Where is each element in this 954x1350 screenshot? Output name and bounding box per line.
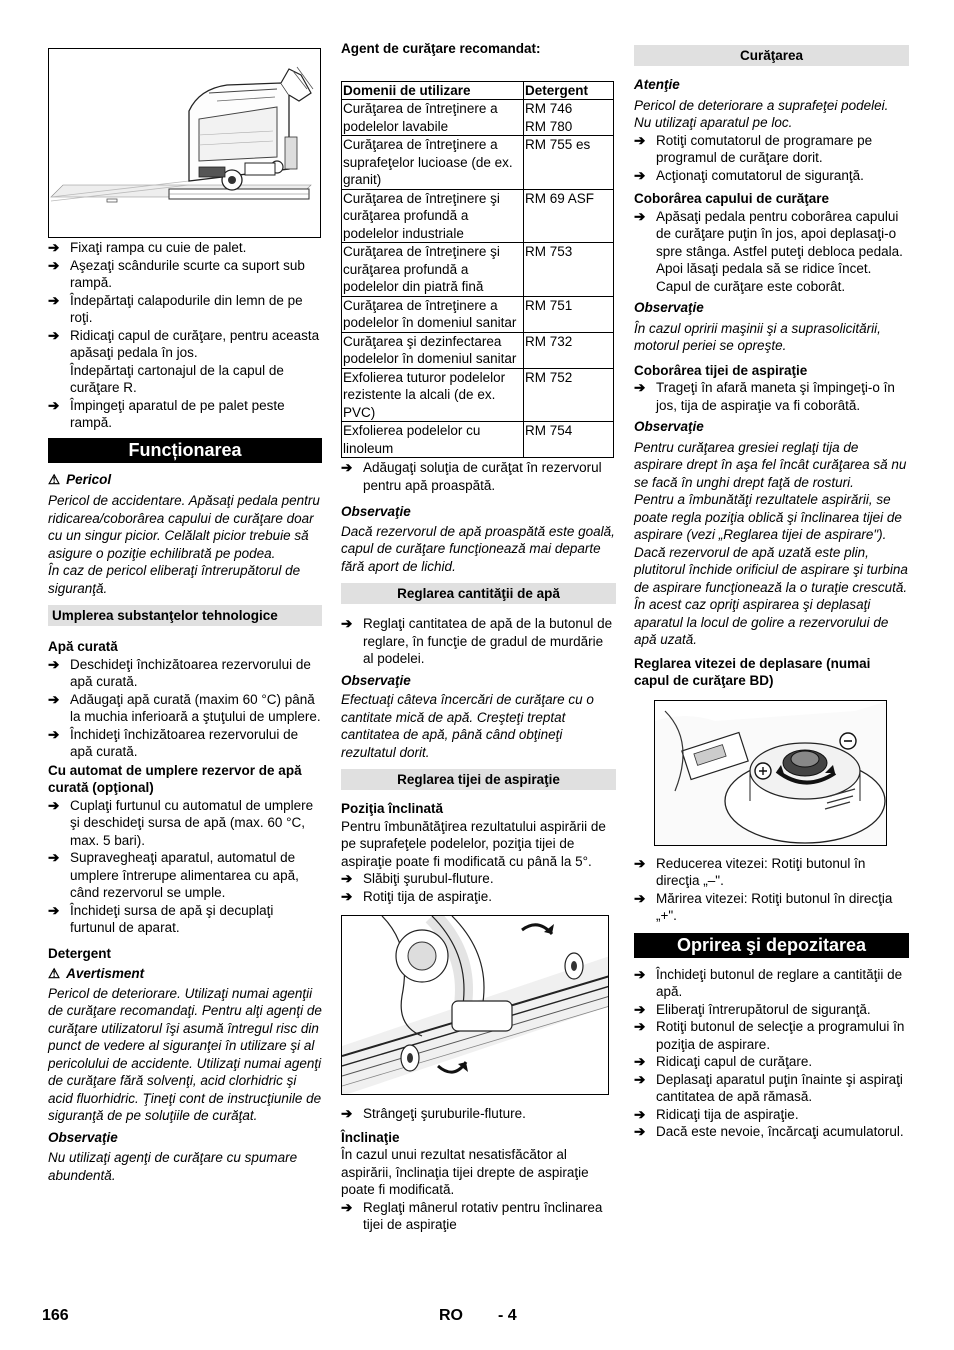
list-item: ➔ Deplasaţi aparatul puţin înainte şi aspiraţi cantitatea de apă rămasă.: [634, 1071, 903, 1104]
pericol-text-2: În caz de pericol eliberaţi întrerupătorul de siguranţă.: [48, 563, 301, 596]
observatie-text: Dacă rezervorul de apă proaspătă este goală, capul de curăţare funcţionează mai departe fără aport de lichid.: [341, 523, 615, 574]
lower-bar-heading: Coborârea tijei de aspiraţie: [634, 362, 808, 378]
arrow-right-icon: ➔: [634, 1001, 646, 1017]
figure-suction-bar: [341, 915, 609, 1095]
auto-fill-steps: [48, 797, 322, 937]
table-cell: Exfolierea podelelor cu linoleum: [342, 422, 524, 458]
fill-section-title: Umplerea substanţelor tehnologice: [48, 605, 322, 626]
list-item: ➔ Cuplaţi furtunul cu automatul de umplere şi deschideţi sursa de apă (max. 60 °C, max. 5 bari).: [48, 797, 314, 848]
tilt-steps: [341, 1199, 616, 1234]
arrow-right-icon: ➔: [634, 208, 646, 224]
section-title-functionare: Funcționarea: [48, 438, 322, 463]
list-item: ➔ Reducerea vitezei: Rotiţi butonul în direcţia „–".: [634, 855, 866, 888]
suction-bar-title: Reglarea tijei de aspiraţie: [341, 769, 616, 790]
list-item: ➔ Slăbiţi şurubul-fluture.: [341, 871, 494, 886]
arrow-right-icon: ➔: [48, 656, 60, 672]
column-3: [634, 40, 909, 1141]
table-cell: RM 755 es: [524, 136, 614, 190]
detergent-heading: Detergent: [48, 945, 112, 961]
cleaning-steps: [634, 132, 909, 185]
table-cell: RM 746 RM 780: [524, 100, 614, 136]
list-item: ➔ Reglaţi mânerul rotativ pentru înclinarea tijei de aspiraţie: [341, 1199, 603, 1232]
table-cell: RM 69 ASF: [524, 189, 614, 243]
table-header-cell: Detergent: [524, 81, 614, 100]
observatie-text: Pentru curăţarea gresiei reglaţi tija de aspirare drept în aşa fel încât curăţarea să nu se facă în unghi drept faţă de rosturi.: [634, 439, 907, 490]
observatie-heading: Observaţie: [634, 419, 704, 434]
arrow-right-icon: ➔: [48, 397, 60, 413]
table-header-cell: Domenii de utilizare: [342, 81, 524, 100]
table-row: [342, 368, 614, 422]
column-2: [341, 40, 616, 1234]
table-cell: RM 732: [524, 332, 614, 368]
table-row: [342, 243, 614, 297]
list-item: ➔ Ridicaţi tija de aspiraţie.: [634, 1106, 799, 1122]
lower-head-heading: Coborârea capului de curăţare: [634, 191, 830, 206]
list-item: ➔ Aşezaţi scândurile scurte ca suport sub rampă.: [48, 257, 305, 290]
table-row: [342, 189, 614, 243]
page-number: 166: [42, 1307, 69, 1324]
lower-bar-steps: [634, 379, 909, 414]
list-item: ➔ Ridicaţi capul de curăţare.: [634, 1054, 813, 1069]
arrow-right-icon: ➔: [48, 691, 60, 707]
arrow-right-icon: ➔: [48, 240, 60, 255]
list-item: ➔ Trageţi în afară maneta şi împingeţi-o în jos, tija de aspiraţie va fi coborâtă.: [634, 380, 895, 413]
list-item: ➔ Adăugaţi apă curată (maxim 60 °C) până la muchia inferioară a ştuţului de umplere.: [48, 691, 321, 724]
speed-heading: Reglarea vitezei de deplasare (numai capul de curăţare BD): [634, 655, 871, 688]
table-cell: RM 752: [524, 368, 614, 422]
arrow-right-icon: ➔: [634, 855, 646, 871]
arrow-right-icon: ➔: [48, 327, 60, 343]
observatie-text-2: Pentru a îmbunătăţi rezultatele aspirării, se poate regla poziţia oblică şi înclinarea tijei de aspirare (vezi „Reglarea tijei de aspirare").: [634, 492, 902, 542]
table-header-row: [342, 81, 614, 100]
arrow-right-icon: ➔: [634, 1019, 646, 1034]
list-item: ➔ Adăugaţi soluţia de curăţat în rezervorul pentru apă proaspătă.: [341, 460, 602, 493]
add-detergent-step: [341, 459, 616, 494]
sub-page-number: - 4: [498, 1307, 517, 1324]
atentie-text: Pericol de deteriorare a suprafeţei podelei. Nu utilizaţi aparatul pe loc.: [634, 97, 889, 130]
observatie-heading: Observaţie: [341, 504, 411, 519]
tilt-text: În cazul unui rezultat nesatisfăcător al aspirării, înclinaţia tijei drepte de aspiraţie poate fi modificată.: [341, 1147, 589, 1197]
list-item: ➔ Eliberaţi întrerupătorul de siguranţă.: [634, 1001, 871, 1017]
arrow-right-icon: ➔: [341, 1106, 353, 1121]
arrow-right-icon: ➔: [634, 890, 646, 906]
water-amount-title: Reglarea cantităţii de apă: [341, 583, 616, 604]
observatie-heading: Observaţie: [634, 300, 704, 315]
arrow-right-icon: ➔: [634, 1054, 646, 1069]
list-item: ➔ Apăsaţi pedala pentru coborârea capului de curăţare puţin în jos, apoi deplasaţi-o spre stânga. Astfel puteţi debloca pedala. Apoi lăsaţi pedala să se ridice încet. Capul de curăţare este coborât.: [634, 208, 903, 294]
table-row: [342, 332, 614, 368]
machine-pallet-illustration: [49, 49, 321, 238]
table-row: [342, 100, 614, 136]
list-item: ➔ Dacă este nevoie, încărcaţi acumulatorul.: [634, 1124, 904, 1139]
speed-knob-illustration: [655, 701, 887, 846]
table-cell: Curăţarea de întreţinere a podelelor în domeniul sanitar: [342, 296, 524, 332]
list-item: ➔ Strângeţi şuruburile-fluture.: [341, 1106, 526, 1121]
stop-steps: [634, 966, 909, 1141]
list-item: ➔ Mărirea vitezei: Rotiţi butonul în direcţia „+".: [634, 890, 893, 923]
warning-triangle-icon: ⚠: [48, 966, 61, 981]
arrow-right-icon: ➔: [634, 167, 646, 183]
arrow-right-icon: ➔: [48, 292, 60, 308]
tighten-step: [341, 1105, 616, 1123]
arrow-right-icon: ➔: [341, 871, 353, 886]
list-item: ➔ Împingeţi aparatul de pe palet peste rampă.: [48, 397, 285, 430]
arrow-right-icon: ➔: [48, 726, 60, 742]
atentie-heading: Atenţie: [634, 77, 680, 92]
arrow-right-icon: ➔: [634, 1124, 646, 1139]
column-1: [48, 40, 322, 1184]
arrow-right-icon: ➔: [341, 888, 353, 904]
oblique-text: Pentru îmbunătăţirea rezultatului aspirării de pe suprafeţele podelelor, poziţia tijei de aspiraţie poate fi modificată cu până la 5°.: [341, 818, 606, 869]
oblique-heading: Poziţia înclinată: [341, 801, 444, 816]
observatie-heading: Observaţie: [341, 672, 411, 688]
arrow-right-icon: ➔: [634, 1106, 646, 1122]
observatie-heading: Observaţie: [48, 1129, 118, 1145]
oblique-steps: [341, 870, 616, 905]
observatie-text: În cazul opririi maşinii şi a suprasolicitării, motorul periei se opreşte.: [634, 320, 881, 353]
list-item: ➔ Supravegheaţi aparatul, automatul de umplere întrerupe alimentarea cu apă, când rezervorul se umple.: [48, 850, 299, 900]
observatie-text-3: Dacă rezervorul de apă uzată este plin, plutitorul închide orificiul de aspirare şi turbina de aspirare funcţionează la o turaţie crescută. În acest caz opriţi aspirarea şi deplasaţi aparatul la locul de golire a rezervorului de apă uzată.: [634, 544, 908, 647]
clean-water-heading: Apă curată: [48, 639, 118, 654]
table-cell: Curăţarea de întreţinere şi curăţarea profundă a podelelor din piatră fină: [342, 243, 524, 297]
table-cell: Curăţarea de întreţinere a podelelor lavabile: [342, 100, 524, 136]
tilt-heading: Înclinaţie: [341, 1129, 400, 1145]
clean-water-steps: [48, 656, 322, 761]
pericol-text: Pericol de accidentare. Apăsaţi pedala pentru ridicarea/coborârea capului de curăţare doar cu un singur picior. Celălalt picior trebuie să asigure o poziţie echilibrată pe podea.: [48, 493, 320, 561]
suction-bar-illustration: [342, 916, 609, 1095]
table-cell: Curăţarea de întreţinere a suprafeţelor lucioase (de ex. granit): [342, 136, 524, 190]
list-item: ➔ Închideţi închizătoarea rezervorului de apă curată.: [48, 726, 299, 759]
agent-heading: Agent de curăţare recomandat:: [341, 41, 541, 56]
arrow-right-icon: ➔: [341, 1199, 353, 1215]
arrow-right-icon: ➔: [48, 902, 60, 918]
table-cell: RM 754: [524, 422, 614, 458]
unpacking-steps: [48, 239, 322, 432]
detergent-table: [341, 81, 614, 459]
lower-head-steps: [634, 208, 909, 296]
speed-steps: [634, 855, 909, 925]
figure-machine-on-pallet: [48, 48, 321, 238]
list-item: ➔ Fixaţi rampa cu cuie de palet.: [48, 240, 247, 255]
table-cell: Exfolierea tuturor podelelor rezistente la alcali (de ex. PVC): [342, 368, 524, 422]
arrow-right-icon: ➔: [341, 460, 353, 475]
table-cell: RM 751: [524, 296, 614, 332]
figure-speed-knob: [654, 700, 887, 846]
cleaning-title: Curăţarea: [634, 45, 909, 66]
warning-triangle-icon: ⚠: [48, 471, 61, 487]
arrow-right-icon: ➔: [634, 966, 646, 982]
table-row: [342, 296, 614, 332]
avertisment-heading: ⚠ Avertisment: [48, 966, 145, 981]
list-item: ➔ Deschideţi închizătoarea rezervorului de apă curată.: [48, 656, 311, 689]
list-item: ➔ Rotiţi butonul de selecţie a programului în poziţia de aspirare.: [634, 1019, 905, 1052]
auto-fill-heading: Cu automat de umplere rezervor de apă curată (opţional): [48, 762, 302, 795]
arrow-right-icon: ➔: [341, 616, 353, 631]
pericol-heading: ⚠ Pericol: [48, 471, 112, 487]
list-item: ➔ Reglaţi cantitatea de apă de la butonul de reglare, în funcţie de gradul de murdărie al podelei.: [341, 616, 613, 666]
list-item: ➔ Închideţi sursa de apă şi decuplaţi furtunul de aparat.: [48, 902, 274, 935]
arrow-right-icon: ➔: [48, 257, 60, 273]
table-row: [342, 136, 614, 190]
table-cell: Curăţarea şi dezinfectarea podelelor în domeniul sanitar: [342, 332, 524, 368]
observatie-text: Nu utilizaţi agenţi de curăţare cu spumare abundentă.: [48, 1150, 298, 1183]
list-item: ➔ Rotiţi comutatorul de programare pe programul de curăţare dorit.: [634, 132, 873, 165]
table-cell: RM 753: [524, 243, 614, 297]
list-item: ➔ Acţionaţi comutatorul de siguranţă.: [634, 167, 864, 183]
section-title-oprirea: Oprirea şi depozitarea: [634, 933, 909, 958]
language-code: RO: [439, 1307, 463, 1324]
water-amount-steps: [341, 615, 616, 668]
arrow-right-icon: ➔: [634, 132, 646, 148]
list-item: ➔ Rotiţi tija de aspiraţie.: [341, 888, 493, 904]
arrow-right-icon: ➔: [634, 1071, 646, 1087]
list-item: ➔ Îndepărtaţi calapodurile din lemn de pe roţi.: [48, 292, 303, 325]
arrow-right-icon: ➔: [48, 797, 60, 813]
avertisment-text: Pericol de deteriorare. Utilizaţi numai agenţii de curăţare recomandaţi. Pentru alţi agenţi de curăţare utilizatorul îşi asumă întregul risc din punct de vedere al siguranţei în utilizare şi al pericolului de accidente. Utilizaţi numai agenţi de curăţare fără solvenţi, acid clorhidric şi acid fluorhidric. Ţineţi cont de instrucţiunile de siguranţă de pe soluţiile de curăţat.: [48, 985, 322, 1123]
arrow-right-icon: ➔: [48, 850, 60, 865]
arrow-right-icon: ➔: [634, 380, 646, 395]
observatie-text: Efectuaţi câteva încercări de curăţare cu o cantitate mică de apă. Creşteţi treptat cantitatea de apă, până când obţineţi rezultatul dorit.: [341, 692, 594, 760]
list-item: ➔ Ridicaţi capul de curăţare, pentru aceasta apăsaţi pedala în jos. Îndepărtaţi cartonajul de la capul de curăţare R.: [48, 327, 320, 395]
table-cell: Curăţarea de întreţinere şi curăţarea profundă a podelelor industriale: [342, 189, 524, 243]
list-item: ➔ Închideţi butonul de reglare a cantităţii de apă.: [634, 966, 903, 999]
table-row: [342, 422, 614, 458]
